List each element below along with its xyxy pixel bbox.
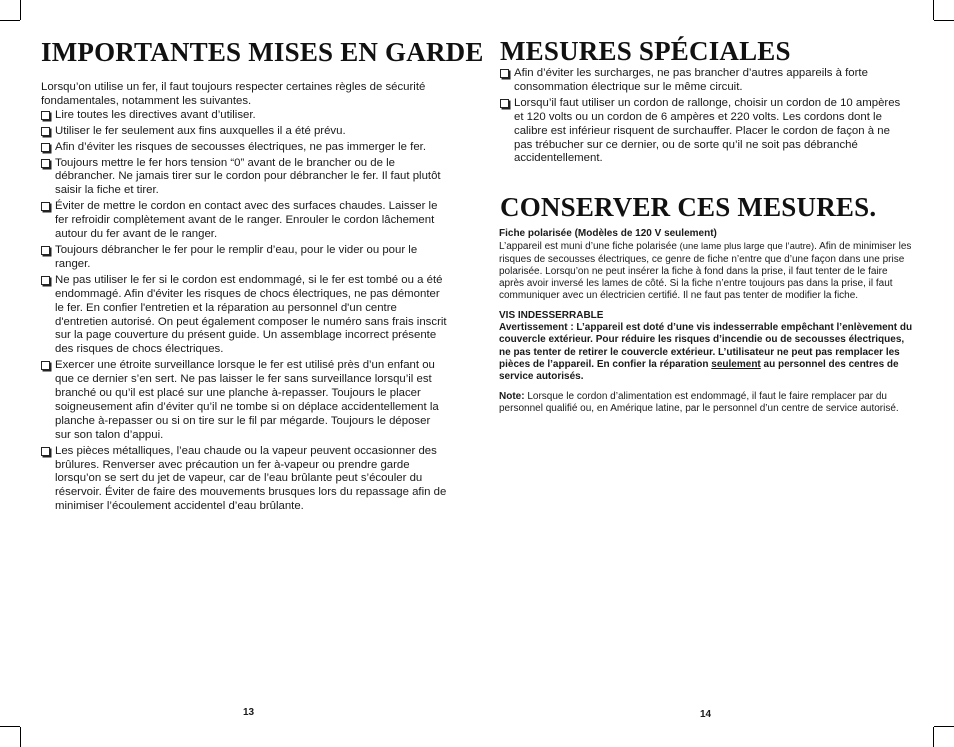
details-section (499, 228, 913, 422)
list-item: Toujours mettre le fer hors tension “0” avant de le brancher ou de le débrancher. Ne jamais tirer sur le cordon pour débrancher le fer. Il faut plutôt saisir la fiche et tirer. (41, 157, 449, 199)
safety-list (41, 109, 449, 514)
page-right (477, 0, 954, 747)
list-item: Les pièces métalliques, l’eau chaude ou la vapeur peuvent occasionner des brûlures. Renverser avec précaution un fer à-vapeur ou prendre garde lorsqu’on se sert du jet de vapeur, car de l’eau brûlante peut s’écouler du réservoir. Éviter de faire des mouvements brusques lors du repassage afin de minimiser l’écoulement accidentel d’eau brûlante. (41, 445, 449, 515)
list-item: Utiliser le fer seulement aux fins auxquelles il a été prévu. (41, 125, 449, 139)
note-paragraph: Note: Lorsque le cordon d’alimentation est endommagé, il faut le faire remplacer par du personnel qualifié ou, en Amérique latine, par le personnel d’un centre de service autorisé. (499, 390, 899, 414)
plug-paragraph: Fiche polarisée (Modèles de 120 V seulement) L’appareil est muni d’une fiche polarisée (une lame plus large que l’autre). Afin de minimiser les risques de secousses électriques, ce genre de fiche n’entre que d’une façon dans une prise polarisée. Lorsqu’on ne peut insérer la fiche à fond dans la prise, il faut tenter de le faire après avoir inversé les lames de côté. Si la fiche n’entre toujours pas dans la prise, il faut communiquer avec un électricien certifié. Il ne faut pas tenter de modifier la fiche. (499, 228, 912, 302)
list-item: Afin d’éviter les surcharges, ne pas brancher d’autres appareils à forte consommation électrique sur le même circuit. (500, 67, 910, 95)
checkbox-icon (41, 143, 50, 152)
safety-section (41, 81, 449, 516)
special-measures-section (500, 67, 910, 168)
list-item: Éviter de mettre le cordon en contact avec des surfaces chaudes. Laisser le fer refroidir complètement avant de le ranger. Enrouler le cordon lâchement autour du fer avant de le ranger. (41, 200, 449, 242)
checkbox-icon (41, 202, 50, 211)
page-number: 14 (700, 709, 712, 720)
checkbox-icon (500, 69, 509, 78)
list-item: Toujours débrancher le fer pour le remplir d’eau, pour le vider ou pour le ranger. (41, 244, 449, 272)
plug-heading: Fiche polarisée (Modèles de 120 V seulement) (499, 228, 717, 239)
list-item: Ne pas utiliser le fer si le cordon est endommagé, si le fer est tombé ou a été endommagé. Afin d'éviter les risques de chocs électriques, ne pas démonter le fer. En confier l'entretien et la réparation au personnel d'un centre d'entretien autorisé. On peut également composer le numéro sans frais inscrit sur la page couverture du présent guide. Un assemblage incorrect présente des risques de chocs électriques. (41, 274, 449, 357)
list-item: Afin d’éviter les risques de secousses électriques, ne pas immerger le fer. (41, 141, 449, 155)
page-title: IMPORTANTES MISES EN GARDE (41, 37, 484, 67)
list-item: Exercer une étroite surveillance lorsque le fer est utilisé près d’un enfant ou que ce dernier s’en sert. Ne pas laisser le fer sans surveillance lorsqu’il est branché ou qu’il est placé sur une planche à-repasser. Toujours le placer soigneusement afin d’éviter qu’il ne tombe si on déplace accidentellement la planche à-repasser ou si on tire sur le fil par mégarde. Toujours le déposer sur son talon d’appui. (41, 359, 449, 442)
keep-instructions-title: CONSERVER CES MESURES. (500, 192, 877, 222)
checkbox-icon (41, 447, 50, 456)
intro-text: Lorsqu’on utilise un fer, il faut toujours respecter certaines règles de sécurité fondamentales, notamment les suivantes. (41, 81, 426, 107)
checkbox-icon (41, 127, 50, 136)
checkbox-icon (41, 246, 50, 255)
section-title: MESURES SPÉCIALES (500, 36, 791, 66)
page-number: 13 (243, 707, 255, 718)
checkbox-icon (41, 159, 50, 168)
checkbox-icon (41, 111, 50, 120)
checkbox-icon (41, 361, 50, 370)
list-item: Lorsqu’il faut utiliser un cordon de rallonge, choisir un cordon de 10 ampères et 120 volts ou un cordon de 6 ampères et 220 volts. Les cordons dont le calibre est inférieur risquent de surchauffer. Placer le cordon de façon à ne pas trébucher sur ce dernier, ou de sorte qu’il ne soit pas débranché accidentellement. (500, 97, 910, 167)
list-item: Lire toutes les directives avant d’utiliser. (41, 109, 449, 123)
checkbox-icon (41, 276, 50, 285)
checkbox-icon (500, 99, 509, 108)
screw-heading: VIS INDESSERRABLE (499, 309, 604, 321)
note-label: Note: (499, 390, 525, 402)
screw-paragraph: VIS INDESSERRABLE Avertissement : L’appareil est doté d’une vis indesserrable empêchant l’enlèvement du couvercle extérieur. Pour réduire les risques d’incendie ou de secousses électriques, ne pas tenter de retirer le couvercle extérieur. L’utilisateur ne peut pas remplacer les pièces de l’appareil. En confier la réparation seulement au personnel des centres de service autorisés. (499, 309, 913, 383)
measures-list (500, 67, 910, 166)
